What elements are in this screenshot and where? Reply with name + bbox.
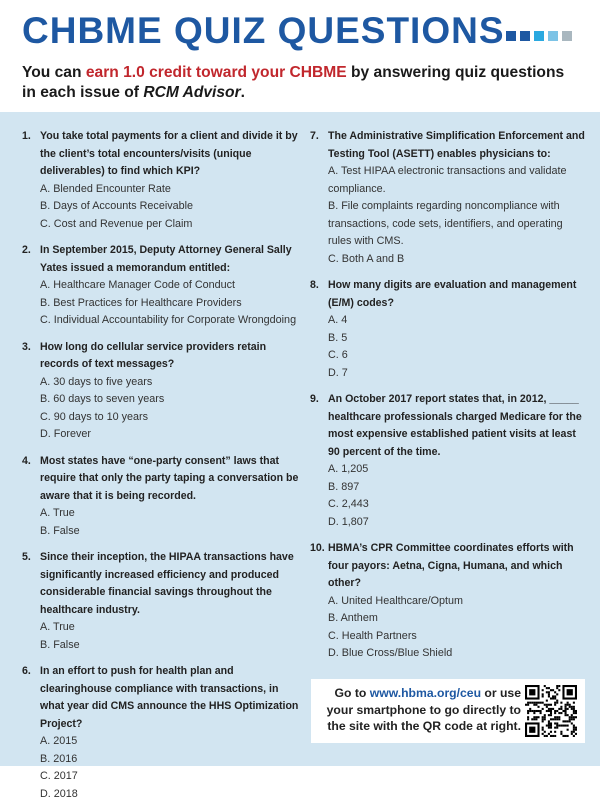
quiz-question [310,277,585,382]
question-text [310,391,585,461]
page-title: CHBME QUIZ QUESTIONS [22,10,505,51]
answer-option: C. Cost and Revenue per Claim [40,217,193,230]
answer-option: C. 6 [328,349,348,361]
answer-option: C. 2,443 [328,498,369,510]
ceu-post: or use your smartphone to go directly to the site with the QR code at right. [326,686,521,733]
answer-option: D. 2018 [40,787,78,800]
question-text [22,549,304,619]
quiz-question [22,453,304,541]
answer-option: B. File complaints regarding noncompliance with transactions, code sets, identifiers, and operating rules with CMS. [328,200,563,247]
question-number: 10. [310,542,325,554]
quiz-question [22,242,304,330]
answer-option: A. True [40,621,75,633]
question-body: How many digits are evaluation and management (E/M) codes? [328,279,577,309]
question-number: 7. [310,130,319,142]
answer-option: C. 2017 [40,770,78,782]
intro-pre: You can [22,64,86,81]
intro-publication: RCM Advisor [143,84,241,101]
questions-left-column [22,128,304,812]
question-text [22,242,304,277]
question-number: 4. [22,454,31,467]
answer-option: A. 30 days to five years [40,375,153,388]
accent-square [506,31,516,41]
question-body: An October 2017 report states that, in 2012, _____ healthcare professionals charged Medicare for the most expensive established patient visits at least 90 percent of the time. [328,393,582,458]
answer-option: A. Blended Encounter Rate [40,182,171,195]
question-body: Most states have “one-party consent” laws that require that only the party taping a conversation be aware that it is being recorded. [40,454,299,502]
answer-option: B. 897 [328,480,360,493]
answer-option: B. False [40,524,80,537]
question-number: 6. [22,665,31,677]
answer-option: A. 2015 [40,735,78,747]
question-body: In September 2015, Deputy Attorney General Sally Yates issued a memorandum entitled: [40,244,292,274]
answer-option: B. 60 days to seven years [40,393,165,405]
quiz-question [310,128,585,268]
question-body: How long do cellular service providers retain records of text messages? [40,340,267,370]
intro-end: . [240,84,245,101]
quiz-question [310,391,585,531]
quiz-question [22,128,304,233]
quiz-question [22,339,304,444]
answer-option: D. Blue Cross/Blue Shield [328,647,453,659]
answer-option: A. True [40,507,75,519]
answer-option: B. 5 [328,331,348,344]
intro-credit-highlight: earn 1.0 credit toward your CHBME [85,64,347,81]
answer-option: B. 2016 [40,752,78,765]
answer-option: A. 1,205 [328,463,369,475]
answer-option: B. Days of Accounts Receivable [40,200,194,212]
question-body: HBMA’s CPR Committee coordinates efforts with four payors: Aetna, Cigna, Humana, and which other? [328,542,574,589]
question-body: In an effort to push for health plan and clearinghouse compliance with transactions, in what year did CMS announce the HHS Optimization Project? [40,665,299,730]
accent-square [548,31,558,41]
question-body: Since their inception, the HIPAA transactions have significantly increased efficiency and produced considerable financial savings throughout the healthcare industry. [40,551,294,616]
answer-option: B. Best Practices for Healthcare Providers [40,296,242,309]
quiz-question [310,540,585,663]
question-body: You take total payments for a client and divide it by the client’s total encounters/visits (unique deliverables) to find which KPI? [40,130,298,177]
answer-option: C. Both A and B [328,252,405,265]
answer-option: C. Individual Accountability for Corporate Wrongdoing [40,314,297,326]
question-text [22,339,304,374]
answer-option: C. 90 days to 10 years [40,410,149,423]
answer-option: D. Forever [40,428,91,440]
question-body: The Administrative Simplification Enforcement and Testing Tool (ASETT) enables physicians to: [328,130,585,160]
accent-square [520,31,530,41]
question-text [22,453,304,506]
ceu-pre: Go to [334,686,370,700]
answer-option: B. Anthem [328,612,378,624]
intro-text [22,63,582,103]
question-number: 5. [22,551,31,563]
answer-option: D. 7 [328,366,348,379]
question-text [310,540,585,593]
question-text [22,663,304,733]
quiz-question [22,549,304,654]
answer-option: A. United Healthcare/Optum [328,594,464,607]
question-text [310,128,585,163]
header [0,0,600,112]
quiz-question [22,663,304,803]
accent-square [534,31,544,41]
question-number: 3. [22,340,31,353]
intro-mid: by answering quiz questions in each issue of [22,64,565,101]
question-text [22,128,304,181]
accent-squares [506,31,572,41]
accent-square [562,31,572,41]
ceu-link[interactable]: www.hbma.org/ceu [369,686,482,700]
answer-option: C. Health Partners [328,629,417,642]
question-number: 2. [22,244,31,256]
question-text [310,277,585,312]
ceu-box [311,679,585,743]
question-number: 9. [310,393,319,405]
answer-option: A. Healthcare Manager Code of Conduct [40,279,236,291]
question-number: 8. [310,279,319,291]
answer-option: A. 4 [328,314,348,326]
questions-right-column [310,128,585,672]
ceu-text [321,685,521,735]
answer-option: A. Test HIPAA electronic transactions and validate compliance. [328,165,567,195]
answer-option: D. 1,807 [328,515,369,528]
question-number: 1. [22,130,31,142]
qr-code[interactable] [525,685,577,737]
answer-option: B. False [40,638,80,651]
